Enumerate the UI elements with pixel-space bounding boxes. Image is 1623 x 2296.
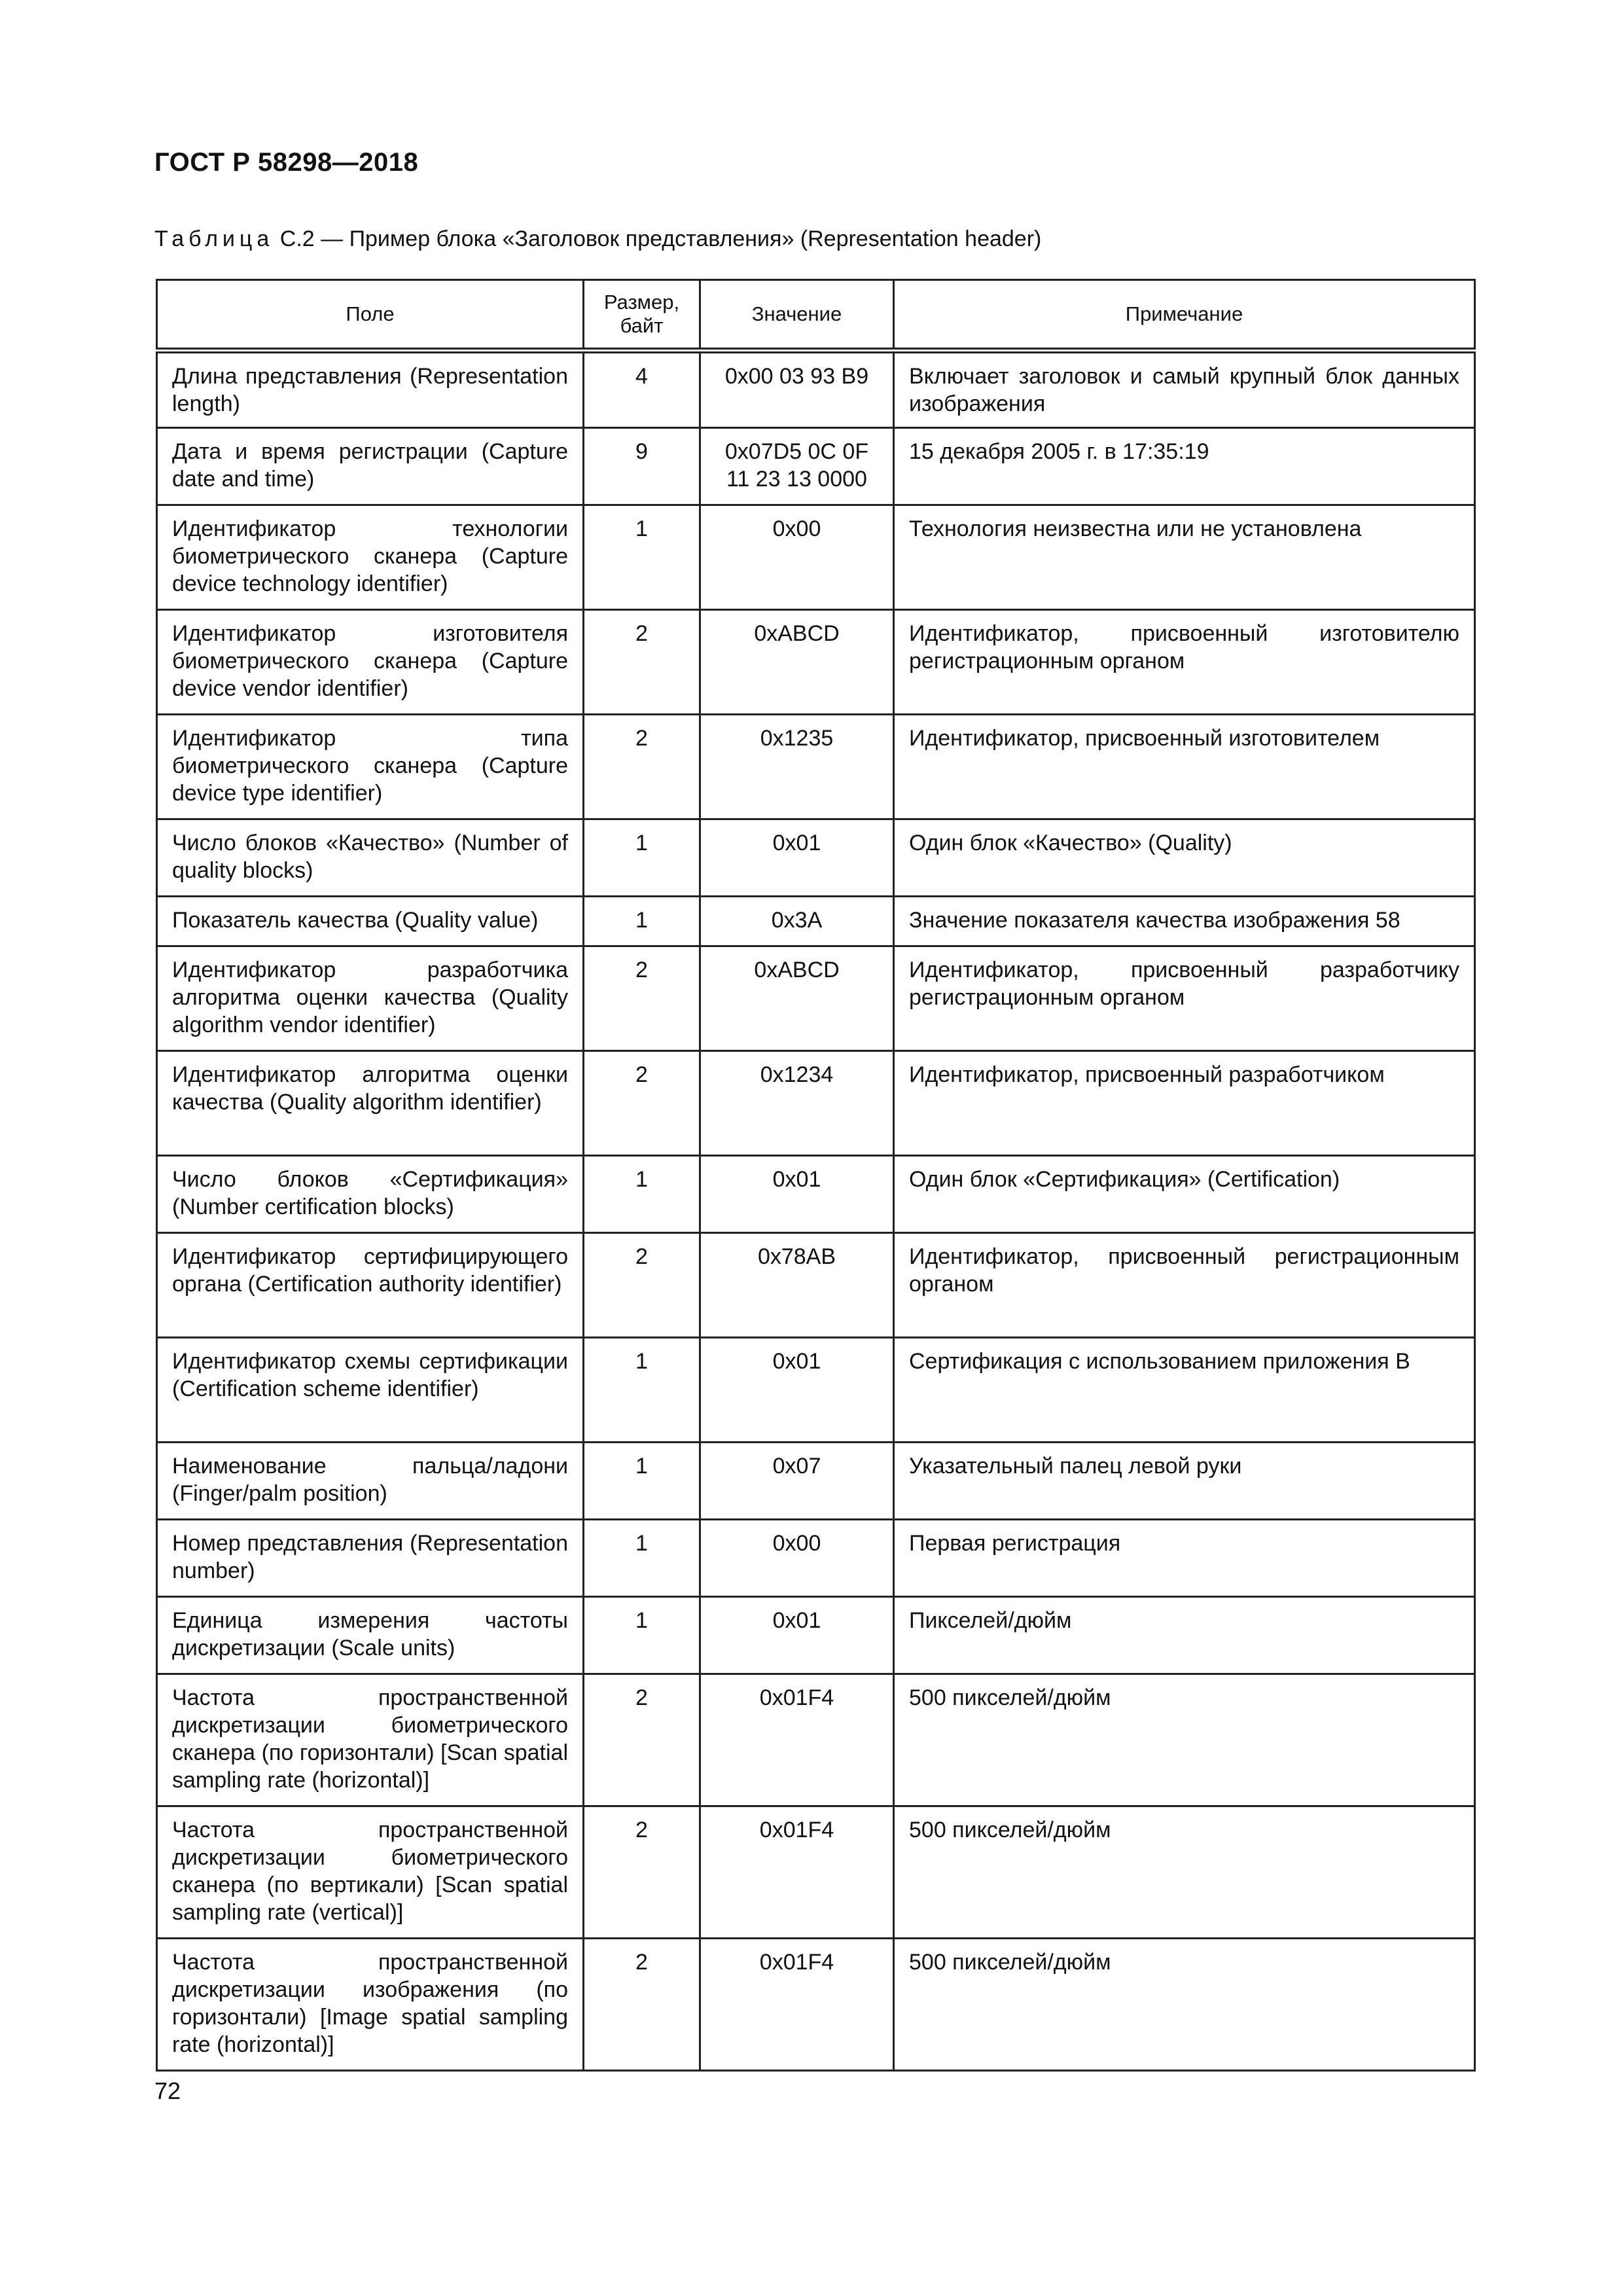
table-row: [157, 1338, 1475, 1443]
header-field: Поле: [157, 280, 584, 351]
cell-field: Идентификатор разработчика алгоритма оценки качества (Quality algorithm vendor identifier): [157, 946, 584, 1051]
table-row: [157, 1674, 1475, 1806]
table-row: [157, 610, 1475, 715]
cell-value: 0x00: [700, 505, 894, 610]
cell-size: 2: [584, 1939, 700, 2071]
table-caption-text: — Пример блока «Заголовок представления» (Representation header): [314, 226, 1042, 251]
cell-field: Идентификатор алгоритма оценки качества (Quality algorithm identifier): [157, 1051, 584, 1156]
cell-size: 9: [584, 428, 700, 505]
cell-size: 1: [584, 505, 700, 610]
table-row: [157, 1051, 1475, 1156]
cell-size: 1: [584, 1156, 700, 1233]
cell-note: Идентификатор, присвоенный регистрационным органом: [894, 1233, 1475, 1338]
table-row: [157, 819, 1475, 897]
cell-note: Первая регистрация: [894, 1520, 1475, 1597]
cell-field: Длина представления (Representation length): [157, 351, 584, 428]
cell-value: 0x3A: [700, 897, 894, 946]
cell-field: Номер представления (Representation number): [157, 1520, 584, 1597]
table-row: [157, 1597, 1475, 1674]
cell-note: 500 пикселей/дюйм: [894, 1806, 1475, 1939]
cell-value: 0x07: [700, 1443, 894, 1520]
header-value: Значение: [700, 280, 894, 351]
cell-note: Указательный палец левой руки: [894, 1443, 1475, 1520]
table-caption-label: Таблица: [154, 226, 274, 251]
cell-field: Идентификатор технологии биометрического сканера (Capture device technology identifier): [157, 505, 584, 610]
cell-size: 2: [584, 946, 700, 1051]
cell-size: 1: [584, 1443, 700, 1520]
cell-field: Дата и время регистрации (Capture date and time): [157, 428, 584, 505]
table-row: [157, 428, 1475, 505]
table-row: [157, 946, 1475, 1051]
cell-field: Единица измерения частоты дискретизации (Scale units): [157, 1597, 584, 1674]
table-header-row: [157, 280, 1475, 351]
cell-note: 15 декабря 2005 г. в 17:35:19: [894, 428, 1475, 505]
cell-note: 500 пикселей/дюйм: [894, 1939, 1475, 2071]
cell-note: Включает заголовок и самый крупный блок данных изображения: [894, 351, 1475, 428]
cell-size: 2: [584, 715, 700, 819]
cell-note: 500 пикселей/дюйм: [894, 1674, 1475, 1806]
table-row: [157, 1520, 1475, 1597]
cell-note: Один блок «Сертификация» (Certification): [894, 1156, 1475, 1233]
cell-field: Идентификатор типа биометрического сканера (Capture device type identifier): [157, 715, 584, 819]
table-row: [157, 505, 1475, 610]
cell-field: Идентификатор схемы сертификации (Certification scheme identifier): [157, 1338, 584, 1443]
cell-size: 2: [584, 1674, 700, 1806]
cell-note: Значение показателя качества изображения 58: [894, 897, 1475, 946]
header-note: Примечание: [894, 280, 1475, 351]
cell-note: Идентификатор, присвоенный изготовителем: [894, 715, 1475, 819]
cell-value: 0x1234: [700, 1051, 894, 1156]
cell-field: Идентификатор сертифицирующего органа (Certification authority identifier): [157, 1233, 584, 1338]
table-row: [157, 897, 1475, 946]
cell-value: 0xABCD: [700, 610, 894, 715]
table-caption: [154, 226, 1041, 252]
cell-size: 1: [584, 1520, 700, 1597]
cell-size: 4: [584, 351, 700, 428]
cell-size: 1: [584, 1338, 700, 1443]
cell-value: 0x01: [700, 1156, 894, 1233]
cell-field: Показатель качества (Quality value): [157, 897, 584, 946]
header-size-line2: байт: [620, 314, 664, 337]
cell-value: 0x01: [700, 1597, 894, 1674]
table-row: [157, 1939, 1475, 2071]
cell-value: 0xABCD: [700, 946, 894, 1051]
table-row: [157, 1443, 1475, 1520]
header-size-line1: Размер,: [603, 291, 680, 314]
cell-note: Один блок «Качество» (Quality): [894, 819, 1475, 897]
cell-note: Идентификатор, присвоенный изготовителю регистрационным органом: [894, 610, 1475, 715]
table-caption-number: С.2: [274, 226, 315, 251]
cell-field: Частота пространственной дискретизации биометрического сканера (по вертикали) [Scan spatial sampling rate (vertical)]: [157, 1806, 584, 1939]
cell-value: 0x01F4: [700, 1674, 894, 1806]
cell-field: Частота пространственной дискретизации изображения (по горизонтали) [Image spatial sampling rate (horizontal)]: [157, 1939, 584, 2071]
cell-note: Технология неизвестна или не установлена: [894, 505, 1475, 610]
cell-size: 1: [584, 1597, 700, 1674]
cell-note: Пикселей/дюйм: [894, 1597, 1475, 1674]
table-row: [157, 1233, 1475, 1338]
document-code: ГОСТ Р 58298—2018: [154, 148, 419, 177]
cell-value: 0x78AB: [700, 1233, 894, 1338]
cell-value: 0x01F4: [700, 1806, 894, 1939]
cell-size: 2: [584, 1051, 700, 1156]
representation-header-table: [156, 279, 1476, 2072]
header-size: [584, 280, 700, 351]
cell-value: 0x00: [700, 1520, 894, 1597]
cell-field: Идентификатор изготовителя биометрического сканера (Capture device vendor identifier): [157, 610, 584, 715]
table-row: [157, 351, 1475, 428]
cell-field: Наименование пальца/ладони (Finger/palm position): [157, 1443, 584, 1520]
cell-size: 1: [584, 819, 700, 897]
cell-field: Частота пространственной дискретизации биометрического сканера (по горизонтали) [Scan spatial sampling rate (horizontal)]: [157, 1674, 584, 1806]
cell-size: 1: [584, 897, 700, 946]
cell-field: Число блоков «Качество» (Number of quality blocks): [157, 819, 584, 897]
cell-note: Идентификатор, присвоенный разработчику регистрационным органом: [894, 946, 1475, 1051]
cell-note: Сертификация с использованием приложения В: [894, 1338, 1475, 1443]
cell-note: Идентификатор, присвоенный разработчиком: [894, 1051, 1475, 1156]
cell-value: 0x07D5 0C 0F 11 23 13 0000: [700, 428, 894, 505]
table-row: [157, 715, 1475, 819]
cell-value: 0x00 03 93 B9: [700, 351, 894, 428]
cell-size: 2: [584, 1806, 700, 1939]
cell-value: 0x1235: [700, 715, 894, 819]
table-row: [157, 1806, 1475, 1939]
cell-value: 0x01: [700, 819, 894, 897]
table-row: [157, 1156, 1475, 1233]
page-number: 72: [154, 2077, 181, 2104]
cell-value: 0x01: [700, 1338, 894, 1443]
cell-value: 0x01F4: [700, 1939, 894, 2071]
cell-field: Число блоков «Сертификация» (Number certification blocks): [157, 1156, 584, 1233]
cell-size: 2: [584, 610, 700, 715]
cell-size: 2: [584, 1233, 700, 1338]
table-body: [157, 351, 1475, 2071]
